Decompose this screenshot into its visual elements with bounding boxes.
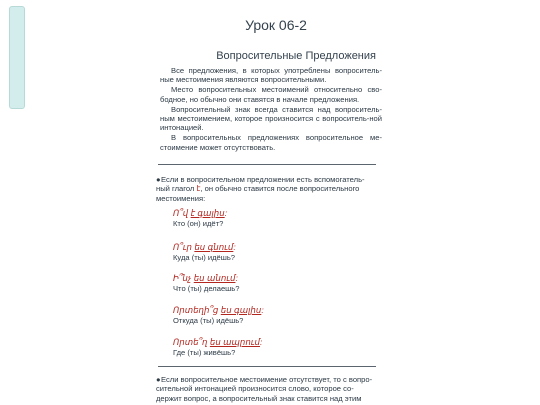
russian-translation: Где (ты) живёшь? [173,348,236,357]
bullet-icon: ● [156,375,161,384]
rule-text: Если в вопросительном предложении есть вспомогатель-ный глагол [156,175,365,194]
russian-translation: Откуда (ты) идёшь? [173,316,244,325]
intro-paragraph: Все предложения, в которых употреблены вопроситель-ные местоимения являются вопросительными. [160,66,382,85]
armenian-sentence [173,337,373,347]
verb-phrase: ես անում [193,273,236,283]
intro-text [160,66,382,153]
armenian-sentence [173,242,373,252]
verb-phrase: ես ապրում [209,337,260,347]
question-word: Որտեղի՞ց [173,305,219,315]
armenian-sentence [173,208,373,218]
intro-paragraph: Место вопросительных местоимений относительно сво-бодное, но обычно они ставятся в начале предложения. [160,85,382,104]
bullet-icon: ● [156,175,161,184]
question-word: Ո՞ւր [173,242,192,252]
rule-text: , он обычно ставится после вопросительного местоимения: [156,184,360,203]
intro-paragraph: Вопросительный знак всегда ставится над вопроситель-ным местоимением, которое произносится с вопроситель-ной интонацией. [160,104,382,133]
lesson-title: Урок 06-2 [245,17,307,33]
sentence-end: : [259,337,263,347]
russian-translation: Кто (он) идёт? [173,219,224,228]
verb-phrase: է գալիս [190,208,225,218]
russian-translation: Куда (ты) идёшь? [173,253,236,262]
intro-paragraph: В вопросительных предложениях вопросительное ме-стоимение может отсутствовать. [160,133,382,152]
armenian-sentence [173,305,373,315]
question-word: Ի՞նչ [173,273,192,283]
example-5 [173,337,373,358]
sentence-end: : [224,208,228,218]
example-1 [173,208,373,229]
verb-phrase: ես գալիս [220,305,262,315]
verb-highlight: է [196,184,201,194]
example-3 [173,273,373,294]
sentence-end: : [233,242,236,252]
divider [158,366,376,367]
question-word: Որտե՞ղ [173,337,208,347]
rule-text: Если вопросительное местоимение отсутствует, то с вопро-сительной интонацией произносится слово, которое со-держит вопрос, а вопросительный знак ставится над этим [156,375,373,403]
section-title: Вопросительные Предложения [216,50,376,62]
armenian-sentence [173,273,373,283]
verb-phrase: ես գնում [194,242,234,252]
sentence-end: : [261,305,264,315]
rule-auxiliary-verb [156,175,378,203]
sentence-end: : [235,273,238,283]
question-word: Ո՞վ [173,208,189,218]
rule-no-pronoun [156,375,378,403]
example-2 [173,242,373,263]
russian-translation: Что (ты) делаешь? [173,284,240,293]
example-4 [173,305,373,326]
divider [158,164,376,165]
